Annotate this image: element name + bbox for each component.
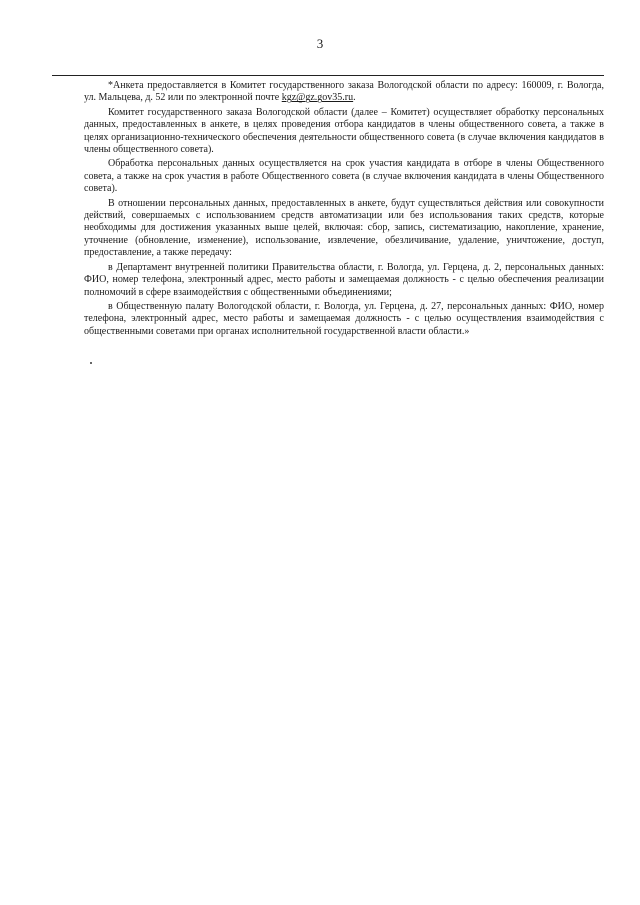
delivery-text: *Анкета предоставляется в Комитет государственного заказа Вологодской области по адресу: 160009, г. Вологда, ул. Мальцева, д. 52 или по электронной почте xyxy=(84,80,604,104)
delivery-text-end: . xyxy=(353,92,356,104)
delivery-paragraph xyxy=(84,80,604,105)
footnote-separator-line xyxy=(52,75,604,76)
processing-purpose-paragraph: Комитет государственного заказа Вологодской области (далее – Комитет) осуществляет обработку персональных данных, предоставленных в анкете, в целях проведения отбора кандидатов в члены общественного совета, а также в целях организационно-технического обеспечения деятельности общественного совета (в случае включения кандидатов в члены общественного совета). xyxy=(84,106,604,156)
processing-actions-paragraph: В отношении персональных данных, предоставленных в анкете, будут существляться действия или совокупности действий, совершаемых с использованием средств автоматизации или без использования таких средств, которые необходимы для достижения указанных выше целей, включая: сбор, запись, систематизацию, накопление, хранение, уточнение (обновление, изменение), использование, извлечение, обезличивание, удаление, уничтожение, доступ, предоставление, а также передачу: xyxy=(84,197,604,259)
email-link[interactable]: kgz@gz.gov35.ru xyxy=(281,92,354,104)
transfer-department-paragraph: в Департамент внутренней политики Правительства области, г. Вологда, ул. Герцена, д. 2, персональных данных: ФИО, номер телефона, электронный адрес, место работы и замещаемая должность - с целью обеспечения реализации полномочий в сфере взаимодействия с общественными объединениями; xyxy=(84,261,604,298)
stray-mark xyxy=(90,362,92,364)
transfer-chamber-paragraph: в Общественную палату Вологодской области, г. Вологда, ул. Герцена, д. 27, персональных данных: ФИО, номер телефона, электронный адрес, место работы и замещаемая должность - с целью осуществления взаимодействия с общественными советами при органах исполнительной государственной власти области.» xyxy=(84,300,604,337)
processing-term-paragraph: Обработка персональных данных осуществляется на срок участия кандидата в отборе в члены Общественного совета, а также на срок участия в работе Общественного совета (в случае включения кандидата в члены Общественного совета). xyxy=(84,158,604,195)
footnote-area xyxy=(84,80,604,340)
page-number: 3 xyxy=(316,36,324,51)
